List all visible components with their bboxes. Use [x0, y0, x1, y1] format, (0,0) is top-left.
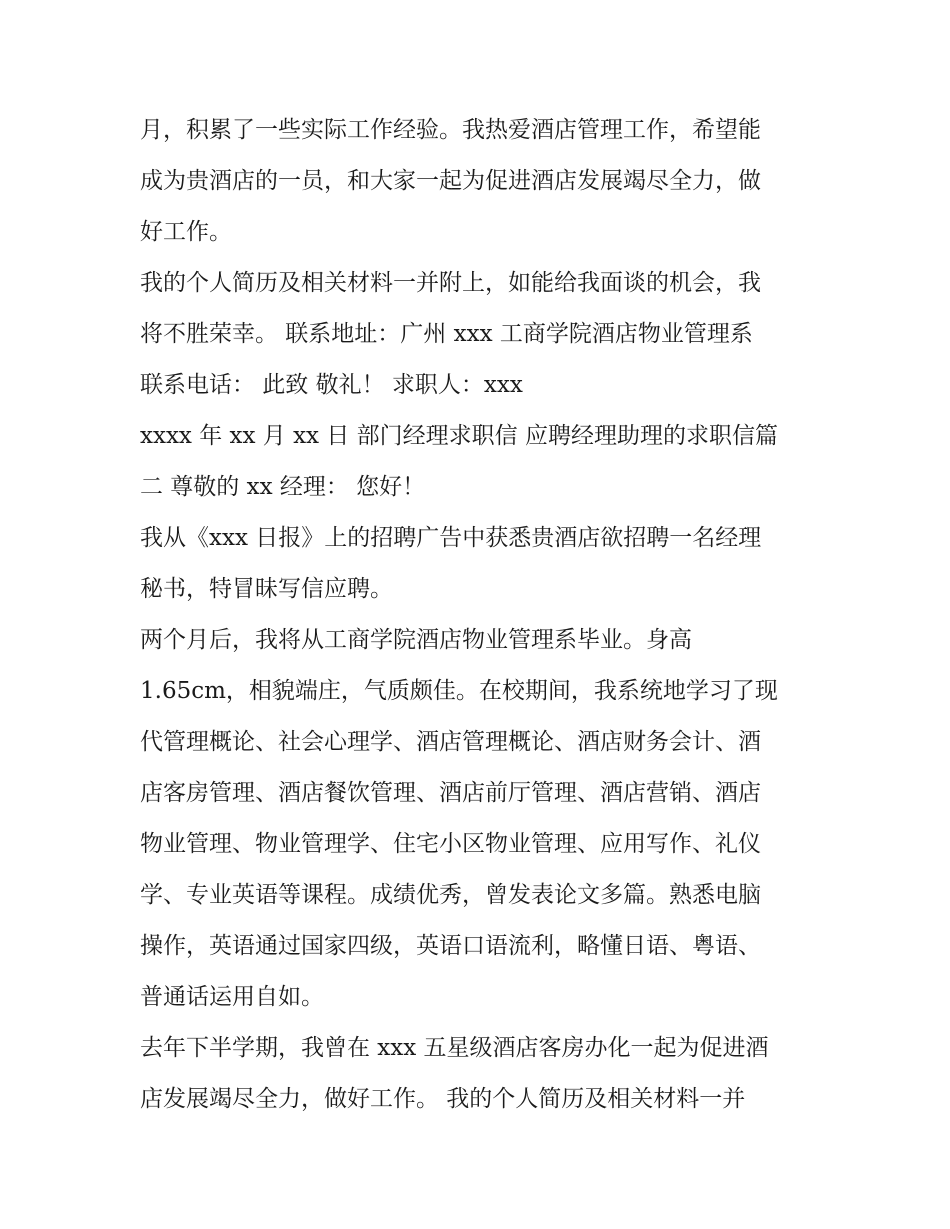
text-line: 1.65cm，相貌端庄，气质颇佳。在校期间，我系统地学习了现	[140, 678, 778, 704]
text-line: 二 尊敬的 xx 经理： 您好！	[140, 474, 426, 500]
body-text	[140, 105, 820, 1125]
text-line: 店发展竭尽全力，做好工作。 我的个人简历及相关材料一并	[140, 1086, 746, 1112]
text-line: 联系电话： 此致 敬礼！ 求职人：xxx	[140, 372, 523, 398]
text-line: xxxx 年 xx 月 xx 日 部门经理求职信 应聘经理助理的求职信篇	[140, 423, 778, 449]
text-line: 去年下半学期，我曾在 xxx 五星级酒店客房办化一起为促进酒	[140, 1035, 769, 1061]
text-line: 普通话运用自如。	[140, 984, 324, 1010]
text-line: 我的个人简历及相关材料一并附上，如能给我面谈的机会，我	[140, 270, 761, 296]
text-line: 代管理概论、社会心理学、酒店管理概论、酒店财务会计、酒	[140, 729, 761, 755]
text-line: 将不胜荣幸。 联系地址：广州 xxx 工商学院酒店物业管理系	[140, 321, 753, 347]
text-line: 两个月后，我将从工商学院酒店物业管理系毕业。身高	[140, 627, 692, 653]
text-line: 学、专业英语等课程。成绩优秀，曾发表论文多篇。熟悉电脑	[140, 882, 761, 908]
text-line: 操作，英语通过国家四级，英语口语流利，略懂日语、粤语、	[140, 933, 761, 959]
text-line: 物业管理、物业管理学、住宅小区物业管理、应用写作、礼仪	[140, 831, 761, 857]
text-line: 好工作。	[140, 219, 232, 245]
text-line: 我从《xxx 日报》上的招聘广告中获悉贵酒店欲招聘一名经理	[140, 525, 762, 551]
text-line: 秘书，特冒昧写信应聘。	[140, 576, 393, 602]
text-line: 店客房管理、酒店餐饮管理、酒店前厅管理、酒店营销、酒店	[140, 780, 761, 806]
text-line: 月，积累了一些实际工作经验。我热爱酒店管理工作，希望能	[140, 117, 761, 143]
text-line: 成为贵酒店的一员，和大家一起为促进酒店发展竭尽全力，做	[140, 168, 761, 194]
